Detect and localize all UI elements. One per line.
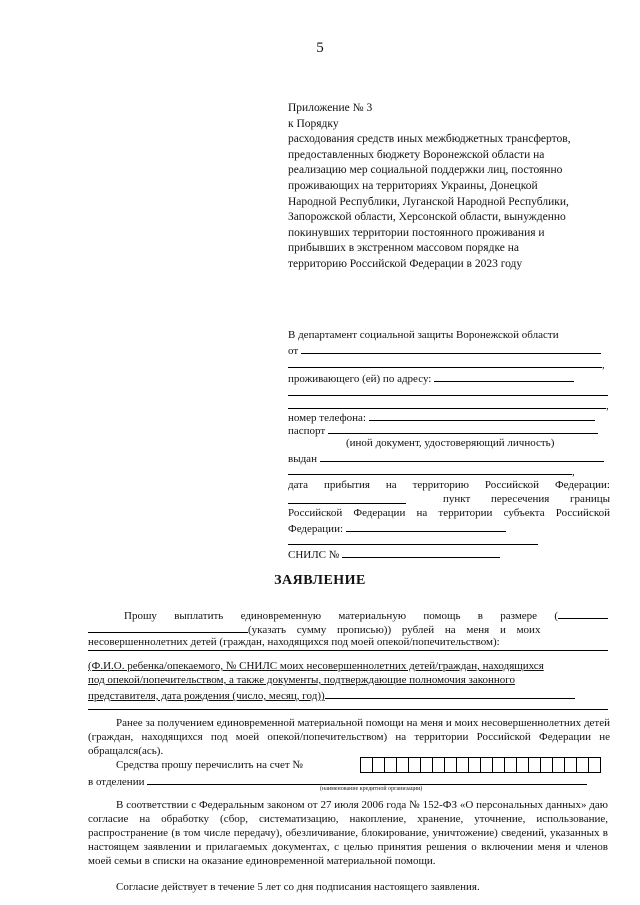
address-field-2[interactable]: [288, 384, 608, 396]
fio-line-1: [88, 659, 608, 673]
issued-field[interactable]: [320, 450, 604, 462]
bank-caption: (наименование кредитной организации): [320, 786, 423, 792]
passport-label: паспорт: [288, 425, 326, 437]
arrival-date-field[interactable]: [288, 492, 406, 504]
phone-field[interactable]: [369, 409, 595, 421]
arrival-line-1: дата прибытия на территорию Российской Федерации:: [288, 479, 610, 491]
appendix-line: покинувших территории постоянного проживания и: [288, 226, 545, 239]
appendix-line: предоставленных бюджету Воронежской области на: [288, 148, 545, 161]
branch-label: в отделении: [88, 776, 145, 788]
previous-claim-paragraph: Ранее за получением единовременной материальной помощи на меня и моих несовершеннолетних детей (граждан, находящихся под моей опекой/попечительством) на территории Российской Федерации не обращался(ась).: [88, 717, 610, 757]
issued-label: выдан: [288, 453, 317, 465]
address-field-3[interactable]: [288, 397, 606, 409]
from-label: от: [288, 345, 299, 357]
account-label: Средства прошу перечислить на счет №: [116, 759, 303, 771]
snils-field[interactable]: [342, 546, 500, 558]
request-line-3: несовершеннолетних детей (граждан, находящихся под моей опекой/попечительством):: [88, 636, 500, 648]
appendix-line: Приложение № 3: [288, 102, 373, 114]
bank-branch-field[interactable]: [147, 773, 587, 785]
fio-note-2: под опекой/попечительством, а также документы, подтверждающие полномочия законного: [88, 674, 516, 686]
appendix-line: реализацию мер социальной поддержки лиц, постоянно: [288, 164, 563, 177]
consent-duration: Согласие действует в течение 5 лет со дня подписания настоящего заявления.: [116, 881, 480, 893]
appendix-line: Народной Республики, Луганской Народной Республики,: [288, 195, 569, 208]
border-crossing-label: пункт пересечения границы: [442, 493, 610, 505]
document-title: ЗАЯВЛЕНИЕ: [274, 573, 366, 588]
appendix-line: проживающих на территориях Украины, Донецкой: [288, 179, 538, 192]
address-row-3: ,: [288, 397, 610, 413]
page-number: 5: [316, 40, 324, 56]
arrival-row-2: [288, 492, 610, 506]
other-doc-note: (иной документ, удостоверяющий личность): [346, 437, 555, 449]
issued-field-2[interactable]: [288, 463, 572, 475]
consent-paragraph: В соответствии с Федеральным законом от 27 июля 2006 года № 152-ФЗ «О персональных данных» даю согласие на обработку (сбор, систематизацию, накопление, хранение, уточнение, использование, распространение (в том числе передачу), обезличивание, блокирование, уничтожение) сведений, указанных в настоящем заявлении и прилагаемых документах, с целью принятия решения о включении меня и членов моей семьи в списки на оказание единовременной материальной помощи.: [88, 799, 608, 867]
account-number-boxes[interactable]: [360, 757, 600, 773]
children-field[interactable]: [88, 650, 608, 651]
residing-label: проживающего (ей) по адресу:: [288, 373, 432, 385]
appendix-line: прибывших в экстренном массовом порядке на: [288, 242, 519, 255]
amount-words-text: (указать сумму прописью)) рублей на меня и моих: [248, 624, 541, 636]
appendix-line: Запорожской области, Херсонской области, вынужденно: [288, 211, 566, 224]
address-field[interactable]: [434, 370, 574, 382]
fio-line-3: [88, 687, 608, 703]
from-field-2[interactable]: [288, 356, 602, 368]
addressee-to: В департамент социальной защиты Воронежской области: [288, 329, 559, 341]
appendix-line: к Порядку: [288, 117, 339, 130]
request-text: Прошу выплатить единовременную материальную помощь в размере (: [124, 610, 558, 622]
federation-label: Федерации:: [288, 523, 344, 535]
appendix-header: [288, 101, 618, 273]
phone-label: номер телефона:: [288, 412, 366, 424]
fio-note-3: представителя, дата рождения (число, месяц, год)): [88, 690, 325, 702]
appendix-line: территорию Российской Федерации в 2023 году: [288, 257, 523, 270]
dob-field[interactable]: [325, 687, 575, 699]
crossing-point-field[interactable]: [346, 520, 506, 532]
issued-row-2: ,: [288, 463, 610, 479]
amount-field[interactable]: [558, 607, 608, 619]
fio-note-1: (Ф.И.О. ребенка/опекаемого, № СНИЛС моих несовершеннолетних детей/граждан, находящихся: [88, 660, 544, 672]
arrival-line-3: Российской Федерации на территории субъекта Российской: [288, 507, 610, 519]
crossing-point-field-2[interactable]: [288, 533, 538, 545]
passport-field[interactable]: [328, 422, 598, 434]
snils-label: СНИЛС №: [288, 549, 340, 561]
children-field-2[interactable]: [88, 709, 608, 710]
from-row-2: ,: [288, 356, 610, 372]
snils-row: [288, 546, 610, 562]
fio-line-2: [88, 673, 608, 687]
from-field[interactable]: [301, 342, 601, 354]
amount-words-field[interactable]: [88, 621, 248, 633]
appendix-line: расходования средств иных межбюджетных трансфертов,: [288, 133, 571, 146]
